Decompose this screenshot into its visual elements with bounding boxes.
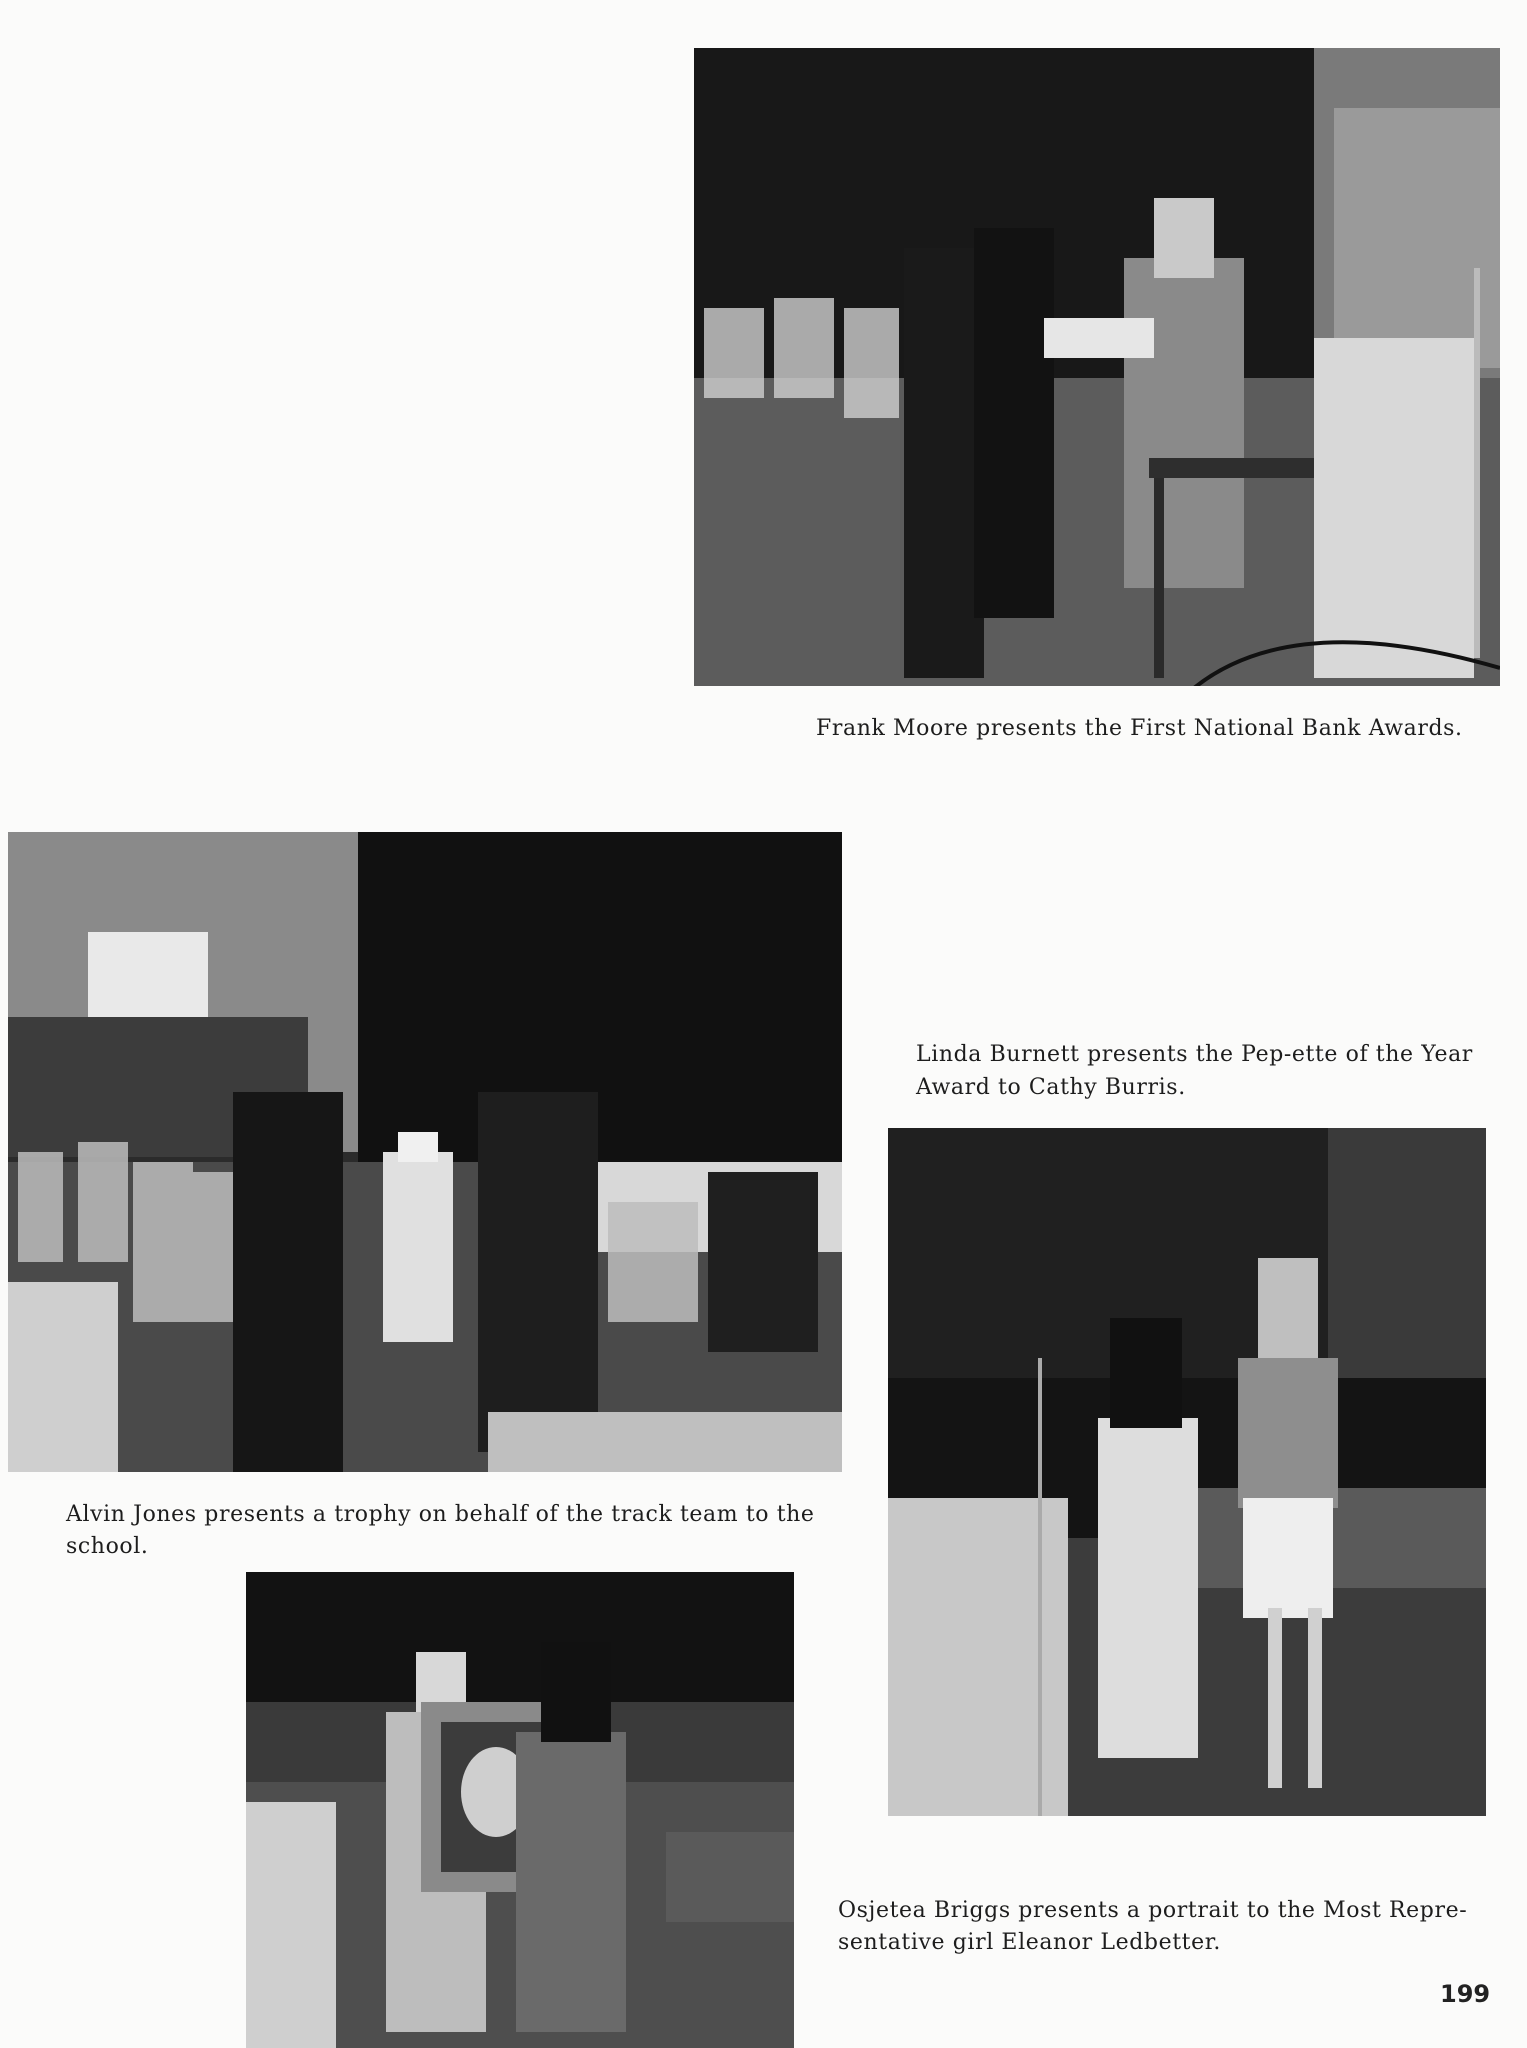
- caption-portrait-line1: Osjetea Briggs presents a portrait to the Most Repre-: [838, 1898, 1468, 1923]
- caption-bank-awards: Frank Moore presents the First National Bank Awards.: [816, 716, 1463, 741]
- caption-track-trophy-line2: school.: [66, 1534, 149, 1559]
- photo-pepette-award: [888, 1128, 1486, 1816]
- caption-pepette-award-line2: Award to Cathy Burris.: [916, 1075, 1186, 1100]
- caption-portrait-line2: sentative girl Eleanor Ledbetter.: [838, 1930, 1221, 1955]
- photo-bank-awards-image: [694, 48, 1500, 686]
- photo-portrait: [246, 1572, 794, 2048]
- photo-track-trophy: [8, 832, 842, 1472]
- photo-bank-awards: [694, 48, 1500, 686]
- caption-pepette-award-line1: Linda Burnett presents the Pep-ette of the Year: [916, 1042, 1473, 1067]
- photo-pepette-award-image: [888, 1128, 1486, 1816]
- page-number: 199: [1440, 1980, 1491, 2008]
- caption-track-trophy-line1: Alvin Jones presents a trophy on behalf of the track team to the: [66, 1502, 815, 1527]
- photo-portrait-image: [246, 1572, 794, 2048]
- photo-track-trophy-image: [8, 832, 842, 1472]
